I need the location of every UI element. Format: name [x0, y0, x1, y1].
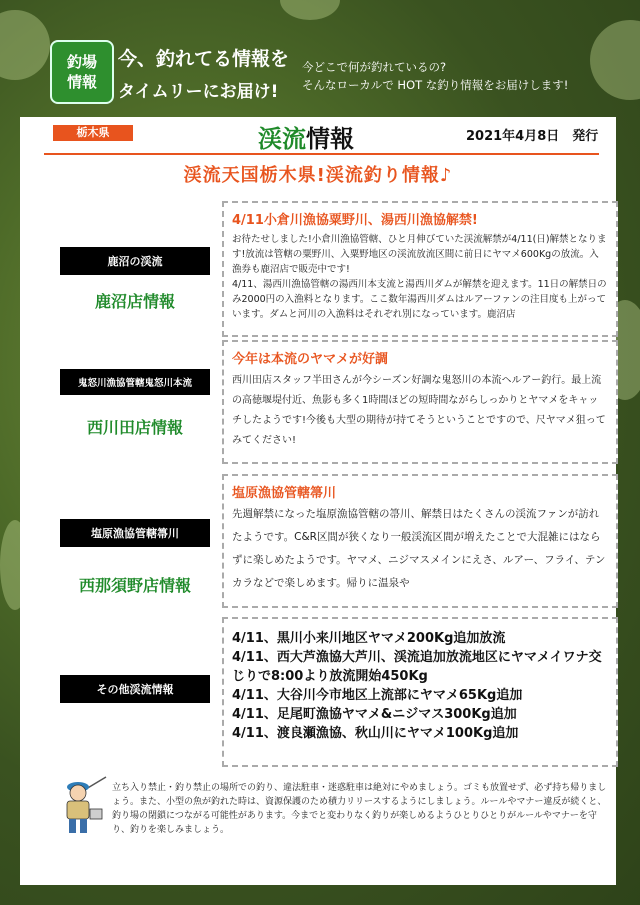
list-item: 4/11、大谷川今市地区上流部にヤマメ65Kg追加: [232, 688, 523, 703]
page-title: [258, 119, 354, 154]
info-box-kanuma: [222, 201, 618, 337]
tagline-line-2: そんなローカルで HOT な釣り情報をお届けします!: [302, 78, 569, 92]
logo-slogan: [118, 44, 289, 102]
area-label-shiobara: 塩原漁協管轄箒川: [60, 519, 210, 547]
box-body: 先週解禁になった塩原漁協管轄の箒川、解禁日はたくさんの渓流ファンが訪れたようです。C&R区間が狭くなり一般渓流区間が増えたことで大混雑にはならずに楽しめたようです。ヤマメ、ニジマスメインにえさ、ルアー、フライ、テンカラなどで楽しめます。帰りに温泉や: [232, 508, 606, 589]
box-body: お待たせしました!小倉川漁協管轄、ひと月伸びていた渓流解禁が4/11(日)解禁となります!放流は管轄の粟野川、入粟野地区の渓流放流区間に前日にヤマメ600Kgの放流。入漁券も鹿沼店で販売中です! 4/11、湯西川漁協管轄の湯西川本支流と湯西川ダムが解禁を迎えます。11日の解禁日のみ2000円の入漁料となります。ここ数年湯西川ダムはルアーファンの注目度も上がっています。ダムと河川の入漁料はそれぞれ別になっています。鹿沼店: [232, 234, 607, 320]
store-nishikawada: 西川田店情報: [86, 418, 183, 437]
area-label-kanuma: 鹿沼の渓流: [60, 247, 210, 275]
title-rest: 情報: [306, 125, 354, 153]
info-box-nishikawada: [222, 340, 618, 464]
prefecture-badge: 栃木県: [53, 125, 133, 141]
info-box-nishinasuno: [222, 474, 618, 608]
fishing-info-badge: [50, 40, 114, 104]
tagline: [302, 58, 568, 94]
title-rule: [44, 153, 599, 155]
store-kanuma: 鹿沼店情報: [94, 292, 175, 311]
box-title: 塩原漁協管轄箒川: [232, 486, 337, 501]
list-item: 4/11、足尾町漁協ヤマメ&ニジマス300Kg追加: [232, 707, 517, 722]
manners-notice: 立ち入り禁止・釣り禁止の場所での釣り、違法駐車・迷惑駐車は絶対にやめましょう。ゴミも放置せず、必ず持ち帰りましょう。また、小型の魚が釣れた時は、資源保護のため積力リリースするようにしましょう。ルールやマナー違反が続くと、釣り場の閉鎖につながる可能性があります。今までと変わりなく釣りが楽しめるようひとりひとりがルールやマナーを守り、釣りを楽しみましょう。: [112, 783, 607, 835]
area-label-other: その他渓流情報: [60, 675, 210, 703]
box-title: 今年は本流のヤマメが好調: [232, 352, 389, 367]
info-sheet: [20, 117, 616, 885]
badge-line-2: 情報: [66, 73, 97, 91]
tagline-line-1: 今どこで何が釣れているの?: [302, 60, 447, 74]
store-nishinasuno: 西那須野店情報: [78, 576, 191, 595]
list-item: 4/11、渡良瀬漁協、秋山川にヤマメ100Kg追加: [232, 726, 519, 741]
slogan-line-2: タイムリーにお届け!: [118, 82, 279, 102]
box-body: 西川田店スタッフ半田さんが今シーズン好調な鬼怒川の本流ヘルアー釣行。最上流の高徳堰堤付近、魚影も多く1時間ほどの短時間ながらしっかりとヤマメをキャッチしたようです!今後も大型の期待が持てそうということですので、尺ヤマメ狙ってみてください!: [232, 375, 606, 446]
badge-line-1: 釣場: [66, 53, 97, 71]
slogan-line-1: 今、釣れてる情報を: [118, 48, 290, 70]
area-label-kinugawa: 鬼怒川漁協管轄鬼怒川本流: [60, 369, 210, 395]
headline: 渓流天国栃木県!渓流釣り情報♪: [183, 165, 453, 186]
issue-date: 2021年4月8日 発行: [466, 129, 599, 144]
list-item: 4/11、西大芦漁協大芦川、渓流追加放流地区にヤマメイワナ交じりで8:00より放流開始450Kg: [232, 650, 602, 684]
angler-illustration-icon: [56, 775, 108, 837]
title-accent: 渓流: [258, 125, 306, 153]
list-item: 4/11、黒川小来川地区ヤマメ200Kg追加放流: [232, 631, 506, 646]
box-title: 4/11小倉川漁協粟野川、湯西川漁協解禁!: [232, 213, 478, 228]
info-box-other: [222, 617, 618, 767]
